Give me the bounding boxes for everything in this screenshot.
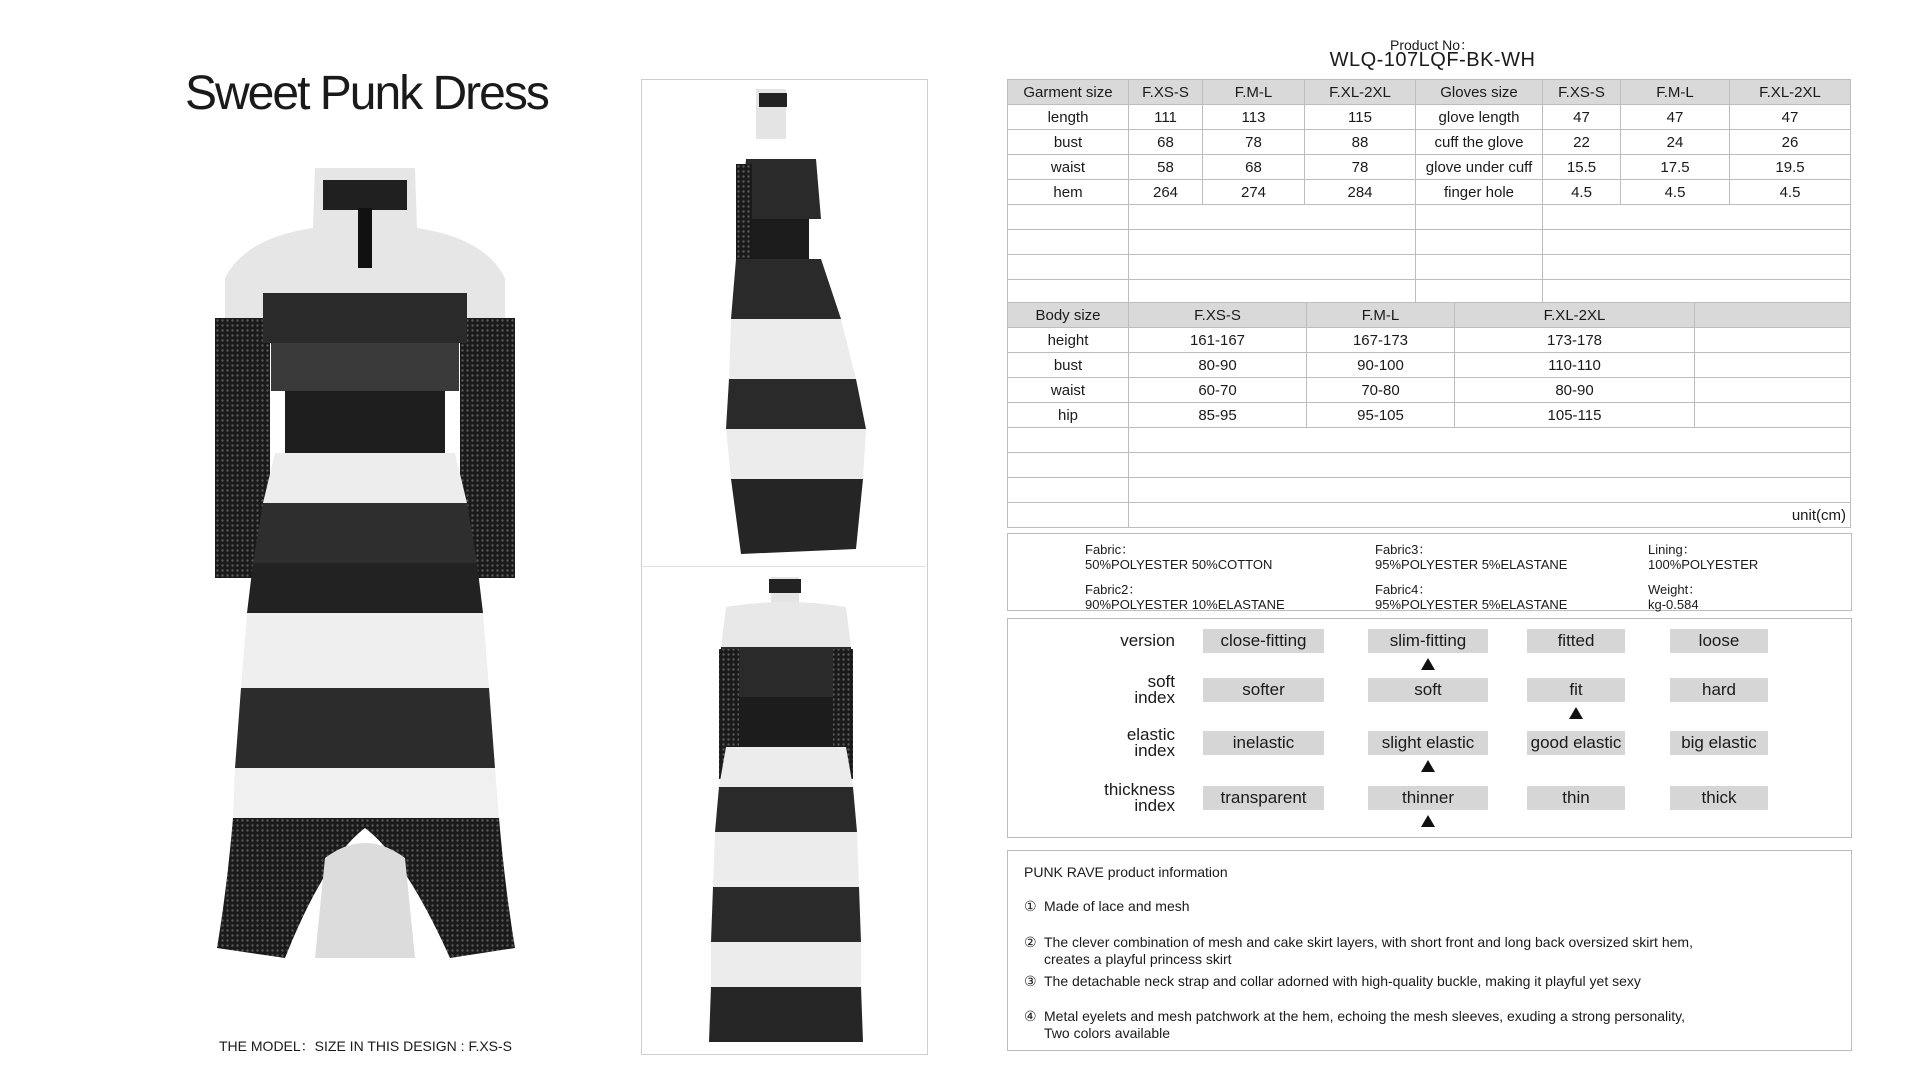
table-cell: 68 <box>1129 130 1203 155</box>
selected-marker-icon <box>1421 760 1435 772</box>
table-header-row <box>1008 303 1851 328</box>
table-cell: 88 <box>1305 130 1416 155</box>
info-number: ④ <box>1024 1008 1037 1024</box>
table-header-cell: F.XL-2XL <box>1305 80 1416 105</box>
fabric-2 <box>1085 582 1285 612</box>
fabric-1 <box>1085 542 1272 572</box>
selected-marker-icon <box>1421 815 1435 827</box>
table-row <box>1008 503 1851 528</box>
table-header-cell: Gloves size <box>1416 80 1543 105</box>
info-text: Two colors available <box>1044 1025 1171 1041</box>
fabric-value: kg-0.584 <box>1648 597 1699 612</box>
rating-option: close-fitting <box>1203 629 1324 653</box>
info-text: The clever combination of mesh and cake skirt layers, with short front and long back oversized skirt hem, <box>1044 934 1693 950</box>
table-cell: 274 <box>1203 180 1305 205</box>
table-header-cell: Body size <box>1008 303 1129 328</box>
table-cell: 110-110 <box>1455 353 1695 378</box>
fabric-value: 95%POLYESTER 5%ELASTANE <box>1375 597 1568 612</box>
info-item-1 <box>1024 898 1190 915</box>
table-header-cell: F.XS-S <box>1129 80 1203 105</box>
table-row <box>1008 230 1851 255</box>
table-cell: 15.5 <box>1543 155 1621 180</box>
rating-label-version: version <box>1120 631 1175 650</box>
table-cell: 70-80 <box>1307 378 1455 403</box>
table-cell: 47 <box>1543 105 1621 130</box>
table-cell: 68 <box>1203 155 1305 180</box>
table-cell: finger hole <box>1416 180 1543 205</box>
table-row <box>1008 478 1851 503</box>
table-row <box>1008 205 1851 230</box>
table-row <box>1008 428 1851 453</box>
info-number: ③ <box>1024 973 1037 989</box>
fabric-label: Weight： <box>1648 582 1702 597</box>
fabric-label: Fabric4： <box>1375 582 1432 597</box>
table-cell: 78 <box>1203 130 1305 155</box>
table-cell: 167-173 <box>1307 328 1455 353</box>
table-cell: cuff the glove <box>1416 130 1543 155</box>
rating-option: fit <box>1527 678 1625 702</box>
selected-marker-icon <box>1421 658 1435 670</box>
table-cell: hip <box>1008 403 1129 428</box>
table-row <box>1008 378 1851 403</box>
model-size-note: THE MODEL：SIZE IN THIS DESIGN : F.XS-S <box>219 1038 513 1054</box>
rating-option: fitted <box>1527 629 1625 653</box>
table-cell: 95-105 <box>1307 403 1455 428</box>
fabric-3 <box>1375 542 1567 572</box>
fabric-value: 90%POLYESTER 10%ELASTANE <box>1085 597 1285 612</box>
table-cell: 4.5 <box>1730 180 1851 205</box>
rating-option: soft <box>1368 678 1488 702</box>
unit-label: unit(cm) <box>1129 503 1851 528</box>
fabric-label: Fabric2： <box>1085 582 1142 597</box>
table-cell: 90-100 <box>1307 353 1455 378</box>
rating-label-soft: soft index <box>1134 672 1175 707</box>
table-cell: 111 <box>1129 105 1203 130</box>
rating-label-elastic: elastic index <box>1126 725 1175 760</box>
rating-option: loose <box>1670 629 1768 653</box>
rating-option: thin <box>1527 786 1625 810</box>
table-cell: bust <box>1008 353 1129 378</box>
table-cell: 4.5 <box>1621 180 1730 205</box>
table-cell: 85-95 <box>1129 403 1307 428</box>
table-header-cell: F.XL-2XL <box>1730 80 1851 105</box>
table-cell: 80-90 <box>1455 378 1695 403</box>
lining <box>1648 542 1758 572</box>
fabric-label: Fabric： <box>1085 542 1135 557</box>
table-cell: 60-70 <box>1129 378 1307 403</box>
weight <box>1648 582 1701 612</box>
table-cell: waist <box>1008 155 1129 180</box>
table-cell: 58 <box>1129 155 1203 180</box>
table-cell: 284 <box>1305 180 1416 205</box>
info-text: Metal eyelets and mesh patchwork at the hem, echoing the mesh sleeves, exuding a strong personality, <box>1044 1008 1685 1024</box>
info-text: Made of lace and mesh <box>1044 898 1190 914</box>
table-cell: length <box>1008 105 1129 130</box>
table-cell: 115 <box>1305 105 1416 130</box>
table-row <box>1008 255 1851 280</box>
table-cell: 264 <box>1129 180 1203 205</box>
info-item-2 <box>1024 934 1693 968</box>
info-text: The detachable neck strap and collar adorned with high-quality buckle, making it playful yet sexy <box>1044 973 1641 989</box>
info-item-4 <box>1024 1008 1685 1042</box>
table-cell: 19.5 <box>1730 155 1851 180</box>
table-cell: 105-115 <box>1455 403 1695 428</box>
info-text: creates a playful princess skirt <box>1044 951 1232 967</box>
table-cell: hem <box>1008 180 1129 205</box>
product-info-box <box>1007 850 1852 1051</box>
table-cell: 161-167 <box>1129 328 1307 353</box>
dress-back-photo <box>641 566 926 1054</box>
info-number: ② <box>1024 934 1037 950</box>
table-header-cell <box>1695 303 1851 328</box>
table-cell: 80-90 <box>1129 353 1307 378</box>
fabric-value: 50%POLYESTER 50%COTTON <box>1085 557 1273 572</box>
table-cell: 22 <box>1543 130 1621 155</box>
table-cell: glove under cuff <box>1416 155 1543 180</box>
table-cell: 24 <box>1621 130 1730 155</box>
table-row <box>1008 105 1851 130</box>
rating-option: slight elastic <box>1368 731 1488 755</box>
rating-label-thickness: thickness index <box>1104 780 1175 815</box>
table-cell: 17.5 <box>1621 155 1730 180</box>
table-cell: 113 <box>1203 105 1305 130</box>
rating-option: hard <box>1670 678 1768 702</box>
table-header-cell: F.M-L <box>1621 80 1730 105</box>
dress-side-photo <box>641 79 926 566</box>
table-cell: glove length <box>1416 105 1543 130</box>
rating-option: good elastic <box>1527 731 1625 755</box>
table-row <box>1008 403 1851 428</box>
fabric-label: Fabric3： <box>1375 542 1432 557</box>
rating-option: inelastic <box>1203 731 1324 755</box>
table-header-row <box>1008 80 1851 105</box>
table-cell: waist <box>1008 378 1129 403</box>
table-row <box>1008 155 1851 180</box>
rating-option: slim-fitting <box>1368 629 1488 653</box>
product-number-label: Product No： <box>1390 37 1475 53</box>
table-row <box>1008 280 1851 305</box>
rating-option: transparent <box>1203 786 1324 810</box>
table-cell: 26 <box>1730 130 1851 155</box>
table-header-cell: F.M-L <box>1203 80 1305 105</box>
table-row <box>1008 353 1851 378</box>
info-heading: PUNK RAVE product information <box>1024 864 1228 880</box>
page-title: Sweet Punk Dress <box>185 67 548 120</box>
table-row <box>1008 180 1851 205</box>
table-header-cell: F.M-L <box>1307 303 1455 328</box>
table-cell: 78 <box>1305 155 1416 180</box>
table-row <box>1008 453 1851 478</box>
garment-size-table <box>1007 79 1851 305</box>
dress-front-photo <box>205 168 525 988</box>
rating-option: softer <box>1203 678 1324 702</box>
body-size-table <box>1007 302 1851 528</box>
table-cell: 4.5 <box>1543 180 1621 205</box>
table-cell: height <box>1008 328 1129 353</box>
fit-rating-box <box>1007 618 1852 838</box>
info-item-3 <box>1024 973 1641 990</box>
table-header-cell: F.XL-2XL <box>1455 303 1695 328</box>
info-number: ① <box>1024 898 1037 914</box>
fabric-value: 100%POLYESTER <box>1648 557 1759 572</box>
table-row <box>1008 328 1851 353</box>
table-cell: 47 <box>1621 105 1730 130</box>
rating-option: big elastic <box>1670 731 1768 755</box>
rating-option: thick <box>1670 786 1768 810</box>
rating-option: thinner <box>1368 786 1488 810</box>
table-cell: bust <box>1008 130 1129 155</box>
fabric-label: Lining： <box>1648 542 1696 557</box>
table-header-cell: Garment size <box>1008 80 1129 105</box>
table-row <box>1008 130 1851 155</box>
fabric-value: 95%POLYESTER 5%ELASTANE <box>1375 557 1568 572</box>
fabric-info-box <box>1007 533 1852 611</box>
table-cell: 173-178 <box>1455 328 1695 353</box>
selected-marker-icon <box>1569 707 1583 719</box>
table-header-cell: F.XS-S <box>1129 303 1307 328</box>
table-header-cell: F.XS-S <box>1543 80 1621 105</box>
table-cell: 47 <box>1730 105 1851 130</box>
fabric-4 <box>1375 582 1567 612</box>
product-number: WLQ-107LQF-BK-WH <box>1329 49 1536 71</box>
